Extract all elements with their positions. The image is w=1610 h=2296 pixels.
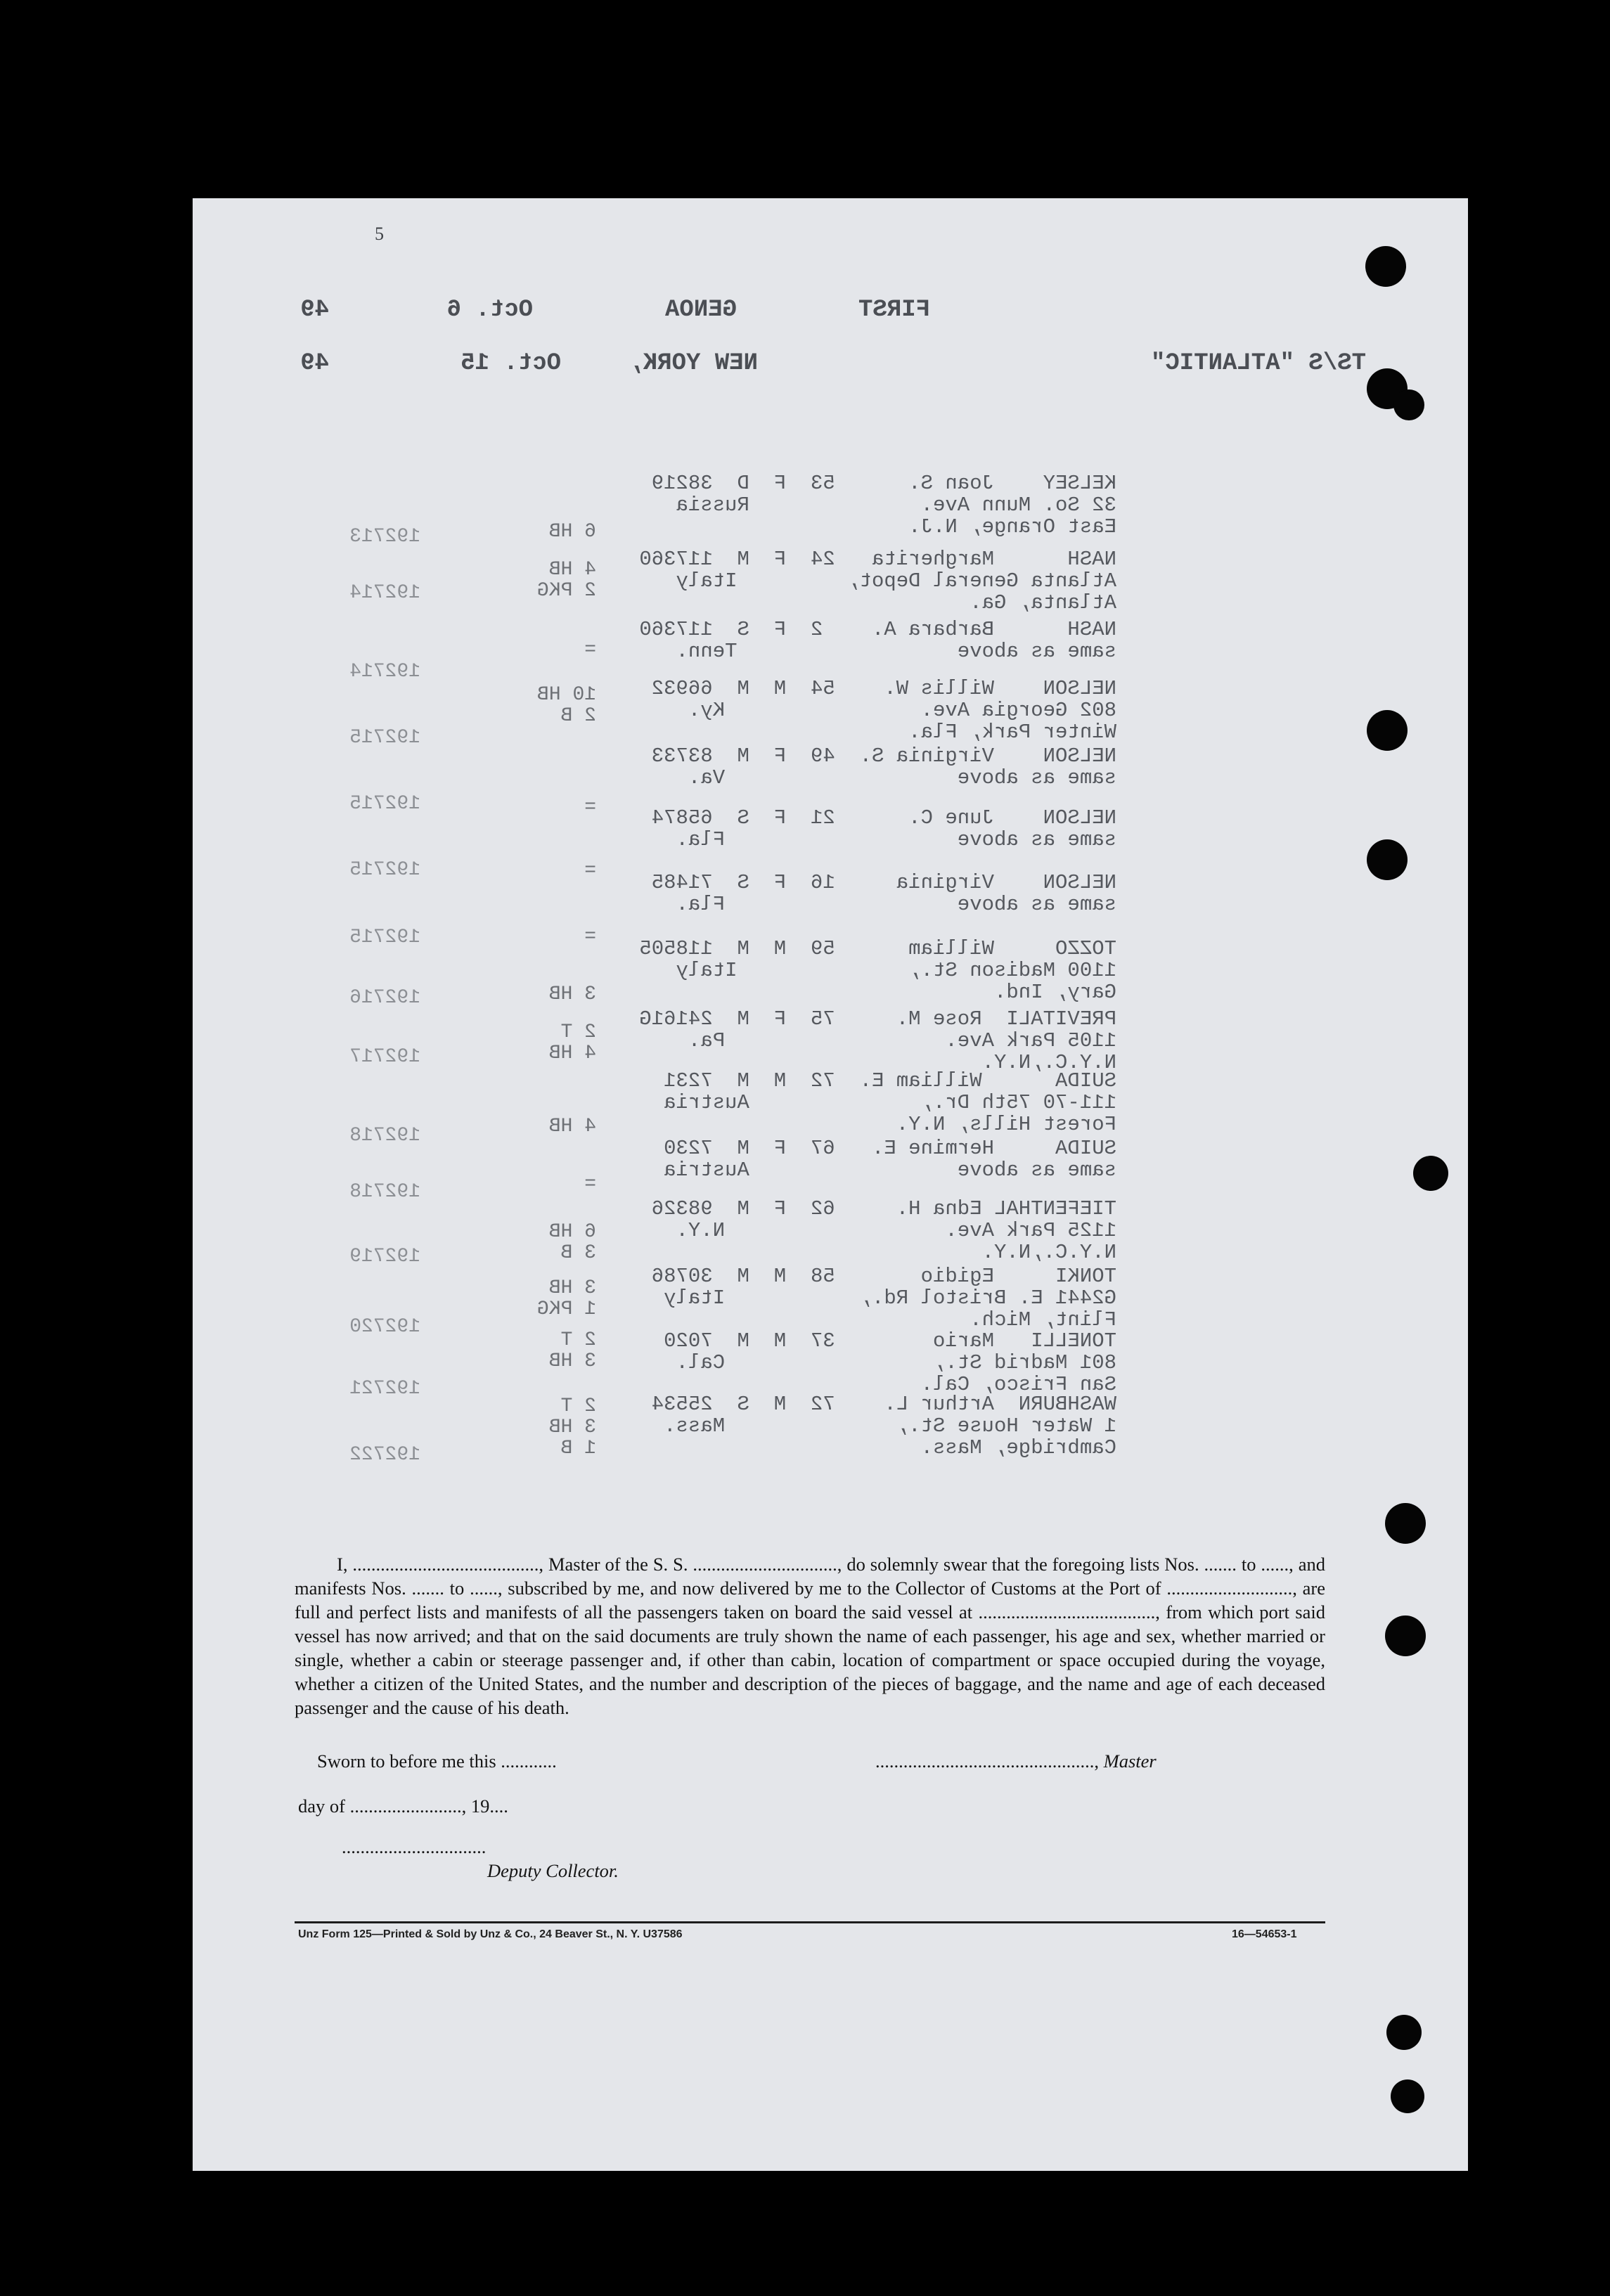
year-arrived: 49 — [300, 350, 329, 377]
baggage-line: 6 HB — [548, 521, 596, 543]
passenger-entry — [652, 807, 1116, 851]
passenger-entry — [652, 678, 1116, 743]
day-of-line: day of ........................, 19.... — [298, 1795, 508, 1817]
passenger-line: G2441 E. Bristol Rd., Italy — [664, 1286, 1116, 1310]
baggage-entry — [549, 984, 596, 1005]
passenger-line: Winter Park, Fla. — [908, 721, 1116, 744]
record-number: 192719 — [349, 1246, 420, 1268]
record-number: 192720 — [349, 1316, 420, 1338]
passenger-line: NELSON June C. 21 F S 65874 — [651, 806, 1116, 830]
baggage-line: 10 HB — [536, 684, 596, 706]
baggage-line: 2 B — [560, 705, 596, 727]
date-sailed: Oct. 6 — [446, 297, 533, 323]
passenger-entry — [639, 938, 1116, 1003]
passenger-line: East Orange, N.J. — [908, 515, 1116, 538]
record-number: 192714 — [349, 661, 420, 683]
record-number: 192716 — [349, 987, 420, 1009]
passenger-line: KELSEY Joan S. 53 F D 38219 — [651, 472, 1116, 495]
passenger-line: 32 So. Munn Ave. Russia — [676, 494, 1116, 517]
passenger-entry — [664, 1137, 1116, 1181]
passenger-line: 1 Water House St., Mass. — [664, 1414, 1116, 1438]
date-arrived: Oct. 15 — [461, 350, 561, 377]
passenger-entry — [652, 872, 1116, 915]
baggage-line: 6 HB — [548, 1221, 596, 1243]
baggage-entry — [549, 1330, 596, 1372]
baggage-line: = — [584, 639, 596, 661]
class-label: FIRST — [858, 297, 930, 323]
passenger-line: same as above Fla. — [676, 893, 1116, 916]
baggage-entry — [549, 522, 596, 543]
passenger-line: same as above Fla. — [676, 828, 1116, 851]
passenger-line: NELSON Virginia S. 49 F M 83733 — [651, 744, 1116, 768]
sworn-line: Sworn to before me this ............ — [317, 1750, 557, 1772]
passenger-line: same as above Austria — [664, 1159, 1116, 1182]
port-of-arrival: NEW YORK, — [629, 350, 758, 377]
baggage-entry — [584, 860, 596, 882]
baggage-line: 3 HB — [548, 1350, 596, 1372]
passenger-line: NELSON Willis W. 54 M M 66932 — [651, 677, 1116, 700]
passenger-line: NASH Margherita 24 F M 117360 — [639, 548, 1116, 571]
master-label: Master — [1103, 1750, 1157, 1772]
passenger-entry — [652, 472, 1116, 538]
baggage-line: = — [584, 796, 596, 818]
baggage-entry — [549, 1222, 596, 1264]
punch-hole — [1391, 2079, 1424, 2113]
passenger-entry — [652, 1198, 1116, 1263]
record-number: 192713 — [349, 526, 420, 548]
baggage-entry — [549, 1022, 596, 1064]
record-number: 192714 — [349, 582, 420, 604]
baggage-line: 3 B — [560, 1242, 596, 1264]
oath-block — [295, 1552, 1325, 1720]
baggage-entry — [537, 1278, 596, 1320]
passenger-line: SUIDA William E. 72 M M 7231 — [664, 1069, 1116, 1092]
passenger-line: 1125 Park Ave. N.Y. — [676, 1219, 1116, 1242]
passenger-entry — [664, 1070, 1116, 1135]
passenger-line: Gary, Ind. — [993, 981, 1116, 1004]
baggage-line: 3 HB — [548, 1277, 596, 1299]
passenger-entry — [639, 1008, 1116, 1073]
record-number: 192715 — [349, 927, 420, 948]
baggage-line: 4 HB — [548, 1043, 596, 1064]
master-signature-line — [875, 1750, 1157, 1772]
passenger-entry — [652, 1265, 1116, 1331]
passenger-line: TIEFENTHAL Edna H. 62 F M 98326 — [651, 1197, 1116, 1220]
baggage-entry — [584, 1174, 596, 1195]
baggage-line: 3 HB — [548, 983, 596, 1005]
passenger-line: TONKI Egidio 58 M M 30786 — [651, 1265, 1116, 1288]
passenger-line: PREVITALI Rose M. 75 F M 24161G — [639, 1007, 1116, 1031]
baggage-entry — [537, 560, 596, 602]
baggage-entry — [549, 1396, 596, 1459]
collector-dots: ............................... — [342, 1836, 487, 1857]
baggage-line: = — [584, 1173, 596, 1195]
baggage-line: 1 PKG — [536, 1298, 596, 1320]
page-number: 5 — [375, 224, 384, 244]
passenger-line: same as above Tenn. — [676, 640, 1116, 663]
punch-hole — [1386, 2015, 1422, 2050]
master-dots: ..............................................., — [875, 1750, 1099, 1772]
punch-hole — [1385, 1615, 1426, 1656]
baggage-entry — [549, 1116, 596, 1137]
baggage-entry — [584, 927, 596, 948]
passenger-line: 801 Madrid St., Cal. — [676, 1351, 1116, 1374]
baggage-line: 4 HB — [548, 1116, 596, 1137]
baggage-entry — [537, 685, 596, 727]
passenger-entry — [664, 1330, 1116, 1395]
passenger-line: same as above Va. — [688, 766, 1116, 789]
oath-text: I, ........................................, Master of the S. S. ..............................., do solemnly swear that the foregoing lists Nos. ....... to ......, and manifests Nos. ....... to ......, subscribed by me, and now delivered by me to the Collector of Customs at the Port of ..........................., are full and perfect lists and manifests of all the passengers taken on board the said vessel at ......................................, from which port said vessel has now arrived; and that on the said documents are truly shown the name of each passenger, his age and sex, whether married or single, whether a cabin or steerage passenger and, if other than cabin, location of compartment or space occupied during the voyage, whether a citizen of the United States, and the number and description of the pieces of baggage, and the name and age of each deceased passenger and the cause of his death. — [295, 1554, 1325, 1718]
passenger-line: SUIDA Hermine E. 67 F M 7230 — [664, 1137, 1116, 1160]
baggage-line: = — [584, 926, 596, 948]
passenger-line: N.Y.C.,N.Y. — [981, 1241, 1116, 1264]
baggage-line: 2 T — [560, 1021, 596, 1043]
year-sailed: 49 — [300, 297, 329, 323]
passenger-line: WASHBURN Arthur L. 72 M S 25534 — [651, 1393, 1116, 1416]
form-number: 16—54653-1 — [1232, 1928, 1297, 1940]
passenger-entry — [652, 745, 1116, 789]
deputy-collector-label: Deputy Collector. — [487, 1860, 619, 1881]
passenger-line: 802 Georgia Ave. Ky. — [688, 699, 1116, 722]
passenger-line: N.Y.C.,N.Y. — [981, 1051, 1116, 1074]
baggage-line: 3 HB — [548, 1417, 596, 1438]
passenger-line: San Frisco, Cal. — [920, 1373, 1116, 1396]
baggage-line: = — [584, 860, 596, 882]
passenger-line: 111-70 75th Dr., Austria — [664, 1091, 1116, 1114]
baggage-line: 1 B — [560, 1438, 596, 1459]
baggage-line: 2 T — [560, 1329, 596, 1351]
printer-imprint: Unz Form 125—Printed & Sold by Unz & Co., 24 Beaver St., N. Y. U37586 — [298, 1928, 683, 1940]
record-number: 192715 — [349, 793, 420, 815]
port-of-embarkation: GENOA — [664, 297, 737, 323]
passenger-line: TONELLI Mario 37 M M 7020 — [664, 1329, 1116, 1353]
passenger-line: NELSON Virginia 16 F S 71485 — [651, 871, 1116, 894]
passenger-line: TOZZO William 59 M M 118505 — [639, 937, 1116, 960]
baggage-line: 2 T — [560, 1395, 596, 1417]
record-number: 192715 — [349, 727, 420, 749]
passenger-entry — [639, 548, 1116, 614]
baggage-entry — [584, 797, 596, 818]
passenger-line: Atlanta General Depot, Italy — [676, 569, 1116, 593]
passenger-entry — [652, 1393, 1116, 1459]
record-number: 192721 — [349, 1378, 420, 1400]
vessel-name: TS/S "ATLANTIC" — [1150, 350, 1366, 377]
passenger-line: 1100 Madison St., Italy — [676, 959, 1116, 982]
passenger-line: Atlanta, Ga. — [970, 591, 1116, 614]
passenger-line: Forest Hills, N.Y. — [896, 1113, 1116, 1136]
baggage-line: 4 HB — [548, 559, 596, 581]
record-number: 192715 — [349, 859, 420, 881]
baggage-entry — [584, 640, 596, 661]
footer-rule — [295, 1921, 1325, 1923]
passenger-entry — [639, 619, 1116, 662]
record-number: 192718 — [349, 1125, 420, 1147]
passenger-line: Cambridge, Mass. — [920, 1436, 1116, 1459]
bleed-through-manifest — [193, 198, 1468, 1534]
passenger-line: Flint, Mich. — [970, 1308, 1116, 1331]
record-number: 192717 — [349, 1046, 420, 1068]
baggage-line: 2 PKG — [536, 580, 596, 602]
passenger-line: NASH Barbara A. 2 F S 117360 — [639, 618, 1116, 641]
passenger-line: 1105 Park Ave. Pa. — [688, 1029, 1116, 1052]
record-number: 192722 — [349, 1444, 420, 1466]
record-number: 192718 — [349, 1181, 420, 1203]
